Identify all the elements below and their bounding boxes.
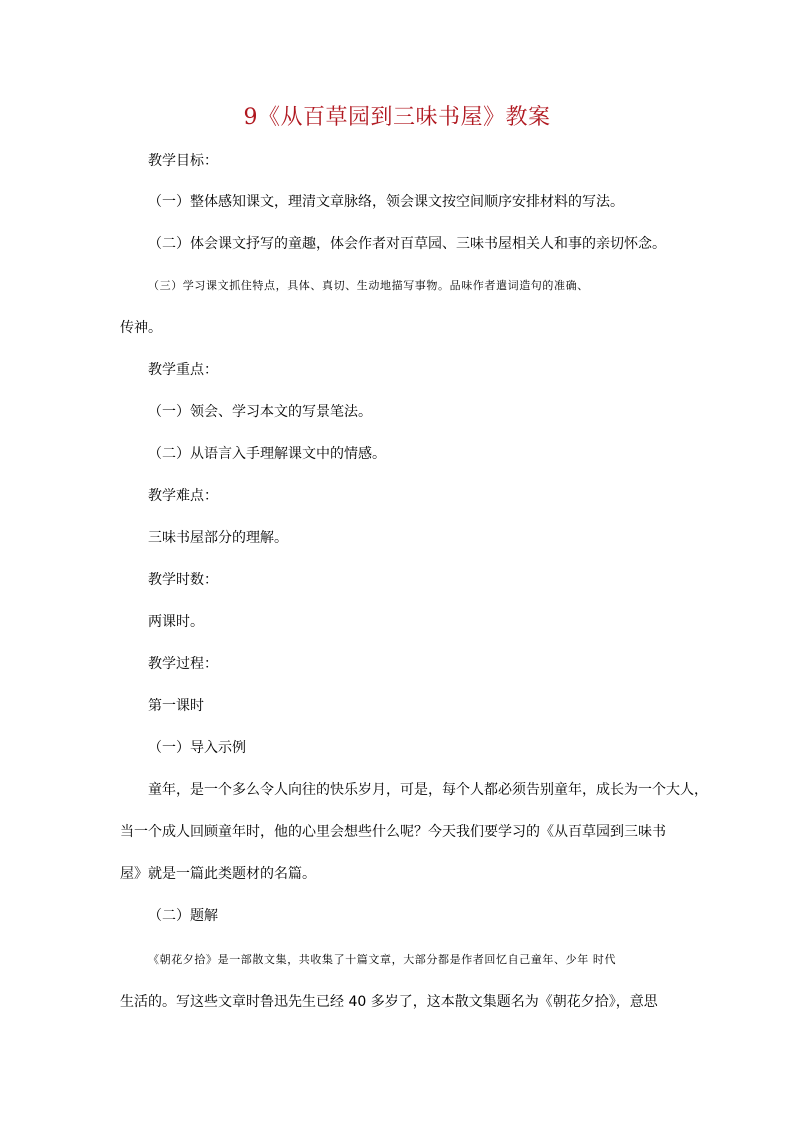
title-explanation-line-2: 生活的。写这些文章时鲁迅先生已经 40 多岁了，这本散文集题名为《朝花夕拾》，意思 bbox=[120, 994, 658, 1010]
difficulty-text: 三味书屋部分的理解。 bbox=[148, 530, 288, 546]
hours-text: 两课时。 bbox=[148, 614, 204, 630]
section-heading-process: 教学过程： bbox=[148, 656, 218, 672]
section-heading-hours: 教学时数： bbox=[148, 572, 218, 588]
intro-paragraph-line-2: 当一个成人回顾童年时，他的心里会想些什么呢？今天我们要学习的《从百草园到三味书 bbox=[120, 824, 666, 840]
objective-item-1: （一）整体感知课文，理清文章脉络，领会课文按空间顺序安排材料的写法。 bbox=[148, 194, 624, 210]
intro-paragraph-line-1: 童年，是一个多么令人向往的快乐岁月，可是，每个人都必须告别童年，成长为一个大人， bbox=[148, 782, 708, 798]
document-title: 9《从百草园到三味书屋》教案 bbox=[243, 105, 551, 130]
lesson-one-heading: 第一课时 bbox=[148, 698, 204, 714]
intro-paragraph-line-3: 屋》就是一篇此类题材的名篇。 bbox=[120, 866, 316, 882]
section-heading-objectives: 教学目标： bbox=[148, 153, 218, 169]
key-point-item-2: （二）从语言入手理解课文中的情感。 bbox=[148, 446, 386, 462]
section-heading-key-points: 教学重点： bbox=[148, 362, 218, 378]
title-explanation-line-1: 《朝花夕拾》是一部散文集，共收集了十篇文章，大部分都是作者回忆自己童年、少年 时代 bbox=[148, 953, 617, 966]
section-heading-difficulties: 教学难点： bbox=[148, 488, 218, 504]
objective-item-3-continued: 传神。 bbox=[120, 320, 162, 336]
title-explanation-heading: （二）题解 bbox=[148, 908, 218, 924]
intro-heading: （一）导入示例 bbox=[148, 740, 246, 756]
objective-item-3: （三）学习课文抓住特点，具体、真切、生动地描写事物。品味作者遣词造句的准确、 bbox=[148, 279, 589, 292]
key-point-item-1: （一）领会、学习本文的写景笔法。 bbox=[148, 404, 372, 420]
objective-item-2: （二）体会课文抒写的童趣，体会作者对百草园、三味书屋相关人和事的亲切怀念。 bbox=[148, 236, 666, 252]
